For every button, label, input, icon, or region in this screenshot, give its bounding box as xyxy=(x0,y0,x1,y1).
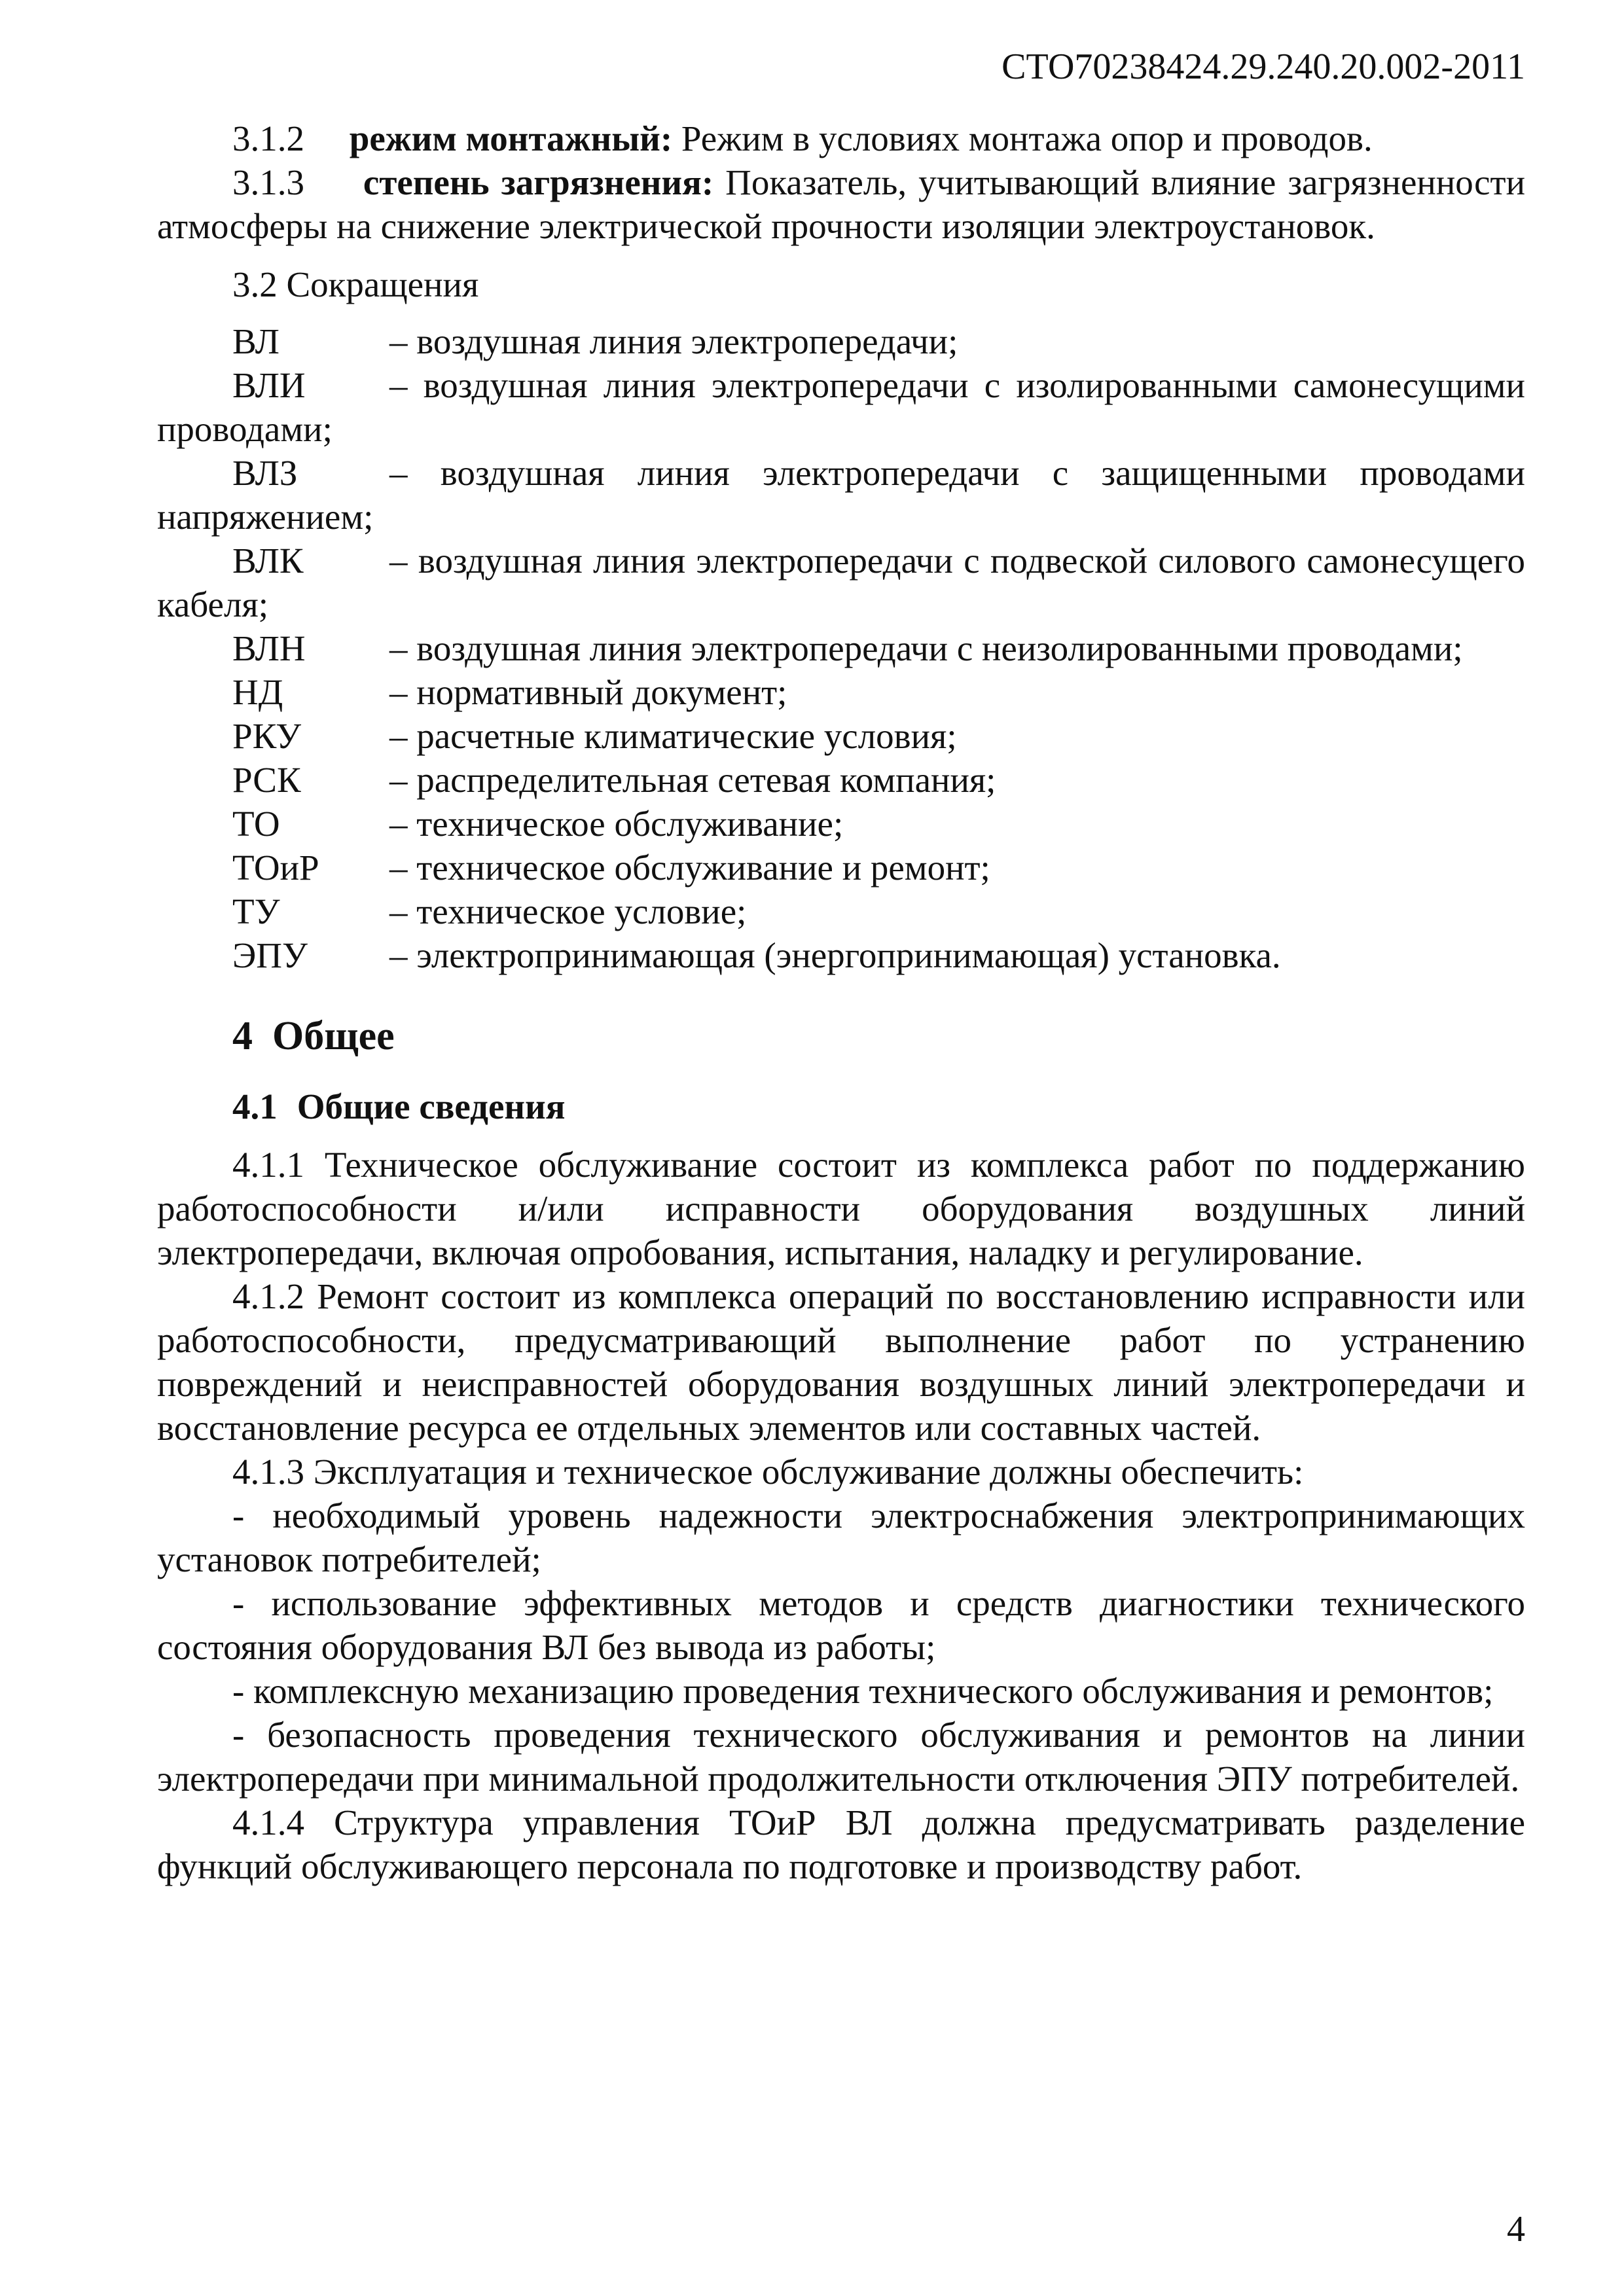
abbreviation-definition: – нормативный документ; xyxy=(389,672,787,712)
list-item: - безопасность проведения технического обслуживания и ремонтов на линии электропередачи при минимальной продолжительности отключения ЭПУ потребителей. xyxy=(157,1715,1525,1799)
document-code-header: СТО70238424.29.240.20.002-2011 xyxy=(1001,46,1525,87)
term-definition: Показатель, учитывающий влияние загрязненности атмосферы на снижение электрической прочности изоляции электроустановок. xyxy=(157,162,1526,246)
abbreviation-item xyxy=(157,802,1525,846)
abbreviation-term: ВЛИ xyxy=(232,365,306,405)
term-number: 3.1.3 xyxy=(232,162,304,202)
term-definition: Режим в условиях монтажа опор и проводов. xyxy=(681,118,1373,158)
abbreviation-item xyxy=(157,319,1525,363)
abbreviations-title: 3.2 Сокращения xyxy=(232,264,479,304)
abbreviation-definition: – воздушная линия электропередачи с защищенными проводами напряжением; xyxy=(157,453,1525,537)
page-number: 4 xyxy=(1507,2209,1525,2250)
abbreviation-term: ЭПУ xyxy=(232,935,308,975)
abbreviation-item xyxy=(157,363,1525,451)
list-item: - комплексную механизацию проведения технического обслуживания и ремонтов; xyxy=(232,1671,1494,1711)
list-item: - использование эффективных методов и средств диагностики технического состояния оборудования ВЛ без вывода из работы; xyxy=(157,1583,1525,1667)
abbreviation-term: ВЛ xyxy=(232,321,280,361)
abbreviation-term: ТУ xyxy=(232,891,280,931)
abbreviation-item xyxy=(157,670,1525,714)
abbreviation-definition: – техническое обслуживание; xyxy=(389,804,844,844)
subsection-heading xyxy=(232,1085,1525,1128)
term-3-1-2 xyxy=(157,117,1525,160)
section-number: 4 xyxy=(232,1014,253,1058)
term-3-1-3 xyxy=(157,160,1525,248)
page-content xyxy=(157,117,1525,1888)
abbreviation-item xyxy=(157,539,1525,626)
abbreviation-definition: – распределительная сетевая компания; xyxy=(389,760,996,800)
abbreviation-definition: – воздушная линия электропередачи с изолированными самонесущими проводами; xyxy=(157,365,1525,449)
abbreviation-term: РКУ xyxy=(232,716,302,756)
abbreviation-definition: – электропринимающая (энергопринимающая) установка. xyxy=(389,935,1281,975)
abbreviation-definition: – воздушная линия электропередачи с подвеской силового самонесущего кабеля; xyxy=(157,541,1525,624)
abbreviations-list xyxy=(157,319,1525,977)
abbreviation-item xyxy=(157,626,1525,670)
paragraph-4-1-3: 4.1.3 Эксплуатация и техническое обслуживание должны обеспечить: xyxy=(232,1452,1304,1492)
abbreviation-item xyxy=(157,846,1525,889)
abbreviation-term: НД xyxy=(232,672,283,712)
abbreviation-item xyxy=(157,758,1525,802)
subsection-title: Общие сведения xyxy=(297,1086,566,1126)
section-heading xyxy=(232,1010,1525,1062)
abbreviation-term: РСК xyxy=(232,760,301,800)
abbreviation-term: ВЛК xyxy=(232,541,304,581)
abbreviation-definition: – воздушная линия электропередачи с неизолированными проводами; xyxy=(389,628,1463,668)
list-item: - необходимый уровень надежности электроснабжения электропринимающих установок потребителей; xyxy=(157,1496,1525,1579)
paragraph-4-1-1: 4.1.1 Техническое обслуживание состоит из комплекса работ по поддержанию работоспособности и/или исправности оборудования воздушных линий электропередачи, включая опробования, испытания, наладку и регулирование. xyxy=(157,1145,1525,1272)
term-name: режим монтажный: xyxy=(349,118,673,158)
term-number: 3.1.2 xyxy=(232,118,304,158)
abbreviation-item xyxy=(157,889,1525,933)
abbreviation-term: ВЛН xyxy=(232,628,306,668)
abbreviation-term: ТОиР xyxy=(232,848,319,888)
term-name: степень загрязнения: xyxy=(363,162,714,202)
abbreviation-term: ТО xyxy=(232,804,280,844)
document-page xyxy=(157,0,1525,2296)
abbreviation-term: ВЛЗ xyxy=(232,453,298,493)
abbreviation-definition: – техническое обслуживание и ремонт; xyxy=(389,848,990,888)
abbreviation-definition: – техническое условие; xyxy=(389,891,747,931)
section-title: Общее xyxy=(272,1014,395,1058)
abbreviation-item xyxy=(157,714,1525,758)
paragraph-4-1-2: 4.1.2 Ремонт состоит из комплекса операций по восстановлению исправности или работоспособности, предусматривающий выполнение работ по устранению повреждений и неисправностей оборудования воздушных линий электропередачи и восстановление ресурса ее отдельных элементов или составных частей. xyxy=(157,1276,1525,1448)
abbreviation-item xyxy=(157,451,1525,539)
abbreviation-definition: – воздушная линия электропередачи; xyxy=(389,321,958,361)
abbreviation-definition: – расчетные климатические условия; xyxy=(389,716,957,756)
paragraph-4-1-4: 4.1.4 Структура управления ТОиР ВЛ должна предусматривать разделение функций обслуживающего персонала по подготовке и производству работ. xyxy=(157,1803,1525,1886)
abbreviation-item xyxy=(157,933,1525,977)
subsection-number: 4.1 xyxy=(232,1086,278,1126)
